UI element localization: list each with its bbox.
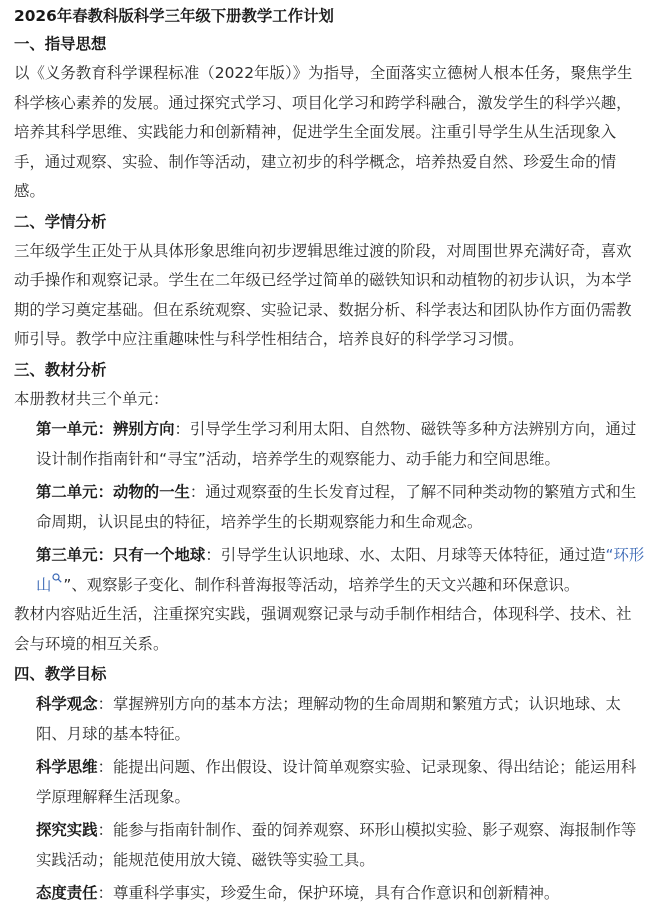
paragraph-units-intro: 本册教材共三个单元：	[14, 389, 169, 408]
section-heading-student-analysis: 二、学情分析	[14, 212, 107, 231]
goal-item-4	[36, 879, 647, 909]
unit-text: ：通过观察蚕的生长发育过程，了解不同种类动物的繁殖方式和生命周期，认识昆虫的特征，培养学生的长期观察能力和生命观念。	[36, 483, 637, 531]
goal-label: 科学观念	[36, 695, 98, 713]
unit-text: ：引导学生学习利用太阳、自然物、磁铁等多种方法辨别方向，通过设计制作指南针和“寻宝”活动，培养学生的观察能力、动手能力和空间思维。	[36, 420, 637, 468]
goal-text: ：能参与指南针制作、蚕的饲养观察、环形山模拟实验、影子观察、海报制作等实践活动；能规范使用放大镜、磁铁等实验工具。	[36, 821, 637, 869]
unit-text-continued: ”、观察影子变化、制作科普海报等活动，培养学生的天文兴趣和环保意识。	[63, 575, 580, 594]
goal-label: 探究实践	[36, 821, 98, 839]
paragraph-textbook-summary: 教材内容贴近生活，注重探究实践，强调观察记录与动手制作相结合，体现科学、技术、社会与环境的相互关系。	[14, 605, 632, 653]
document-title: 2026年春教科版科学三年级下册教学工作计划	[14, 7, 334, 25]
unit-text: ：引导学生认识地球、水、太阳、月球等天体特征，通过造	[205, 546, 606, 564]
unit-item-2	[36, 478, 647, 537]
unit-label: 第三单元：只有一个地球	[36, 546, 206, 564]
unit-label: 第一单元：辨别方向	[36, 420, 175, 438]
unit-label: 第二单元：动物的一生	[36, 483, 190, 501]
goal-item-3	[36, 816, 647, 875]
section-heading-teaching-goals: 四、教学目标	[14, 665, 107, 683]
section-heading-textbook-analysis: 三、教材分析	[14, 360, 107, 379]
goal-text: ：能提出问题、作出假设、设计简单观察实验、记录现象、得出结论；能运用科学原理解释生活现象。	[36, 758, 637, 806]
paragraph-student-analysis: 三年级学生正处于从具体形象思维向初步逻辑思维过渡的阶段，对周围世界充满好奇，喜欢动手操作和观察记录。学生在二年级已经学过简单的磁铁知识和动植物的初步认识，为本学期的学习奠定基础。但在系统观察、实验记录、数据分析、科学表达和团队协作方面仍需教师引导。教学中应注重趣味性与科学性相结合，培养良好的科学学习习惯。	[14, 241, 632, 348]
goal-item-1	[36, 690, 647, 749]
unit-item-1	[36, 415, 647, 474]
goal-item-2	[36, 753, 647, 812]
goal-label: 态度责任	[36, 884, 98, 902]
goal-text: ：掌握辨别方向的基本方法；理解动物的生命周期和繁殖方式；认识地球、太阳、月球的基本特征。	[36, 695, 621, 743]
paragraph-guiding-ideology: 以《义务教育科学课程标准（2022年版）》为指导，全面落实立德树人根本任务，聚焦学生科学核心素养的发展。通过探究式学习、项目化学习和跨学科融合，激发学生的科学兴趣，培养其科学思维、实践能力和创新精神，促进学生全面发展。注重引导学生从生活现象入手，通过观察、实验、制作等活动，建立初步的科学概念，培养热爱自然、珍爱生命的情感。	[14, 64, 633, 200]
unit-item-3	[36, 541, 647, 600]
section-heading-guiding-ideology: 一、指导思想	[14, 35, 107, 53]
search-icon	[52, 573, 62, 583]
goal-label: 科学思维	[36, 758, 98, 776]
goal-text: ：尊重科学事实，珍爱生命，保护环境，具有合作意识和创新精神。	[97, 884, 560, 902]
crater-search-link[interactable]: “环形山	[36, 546, 645, 594]
